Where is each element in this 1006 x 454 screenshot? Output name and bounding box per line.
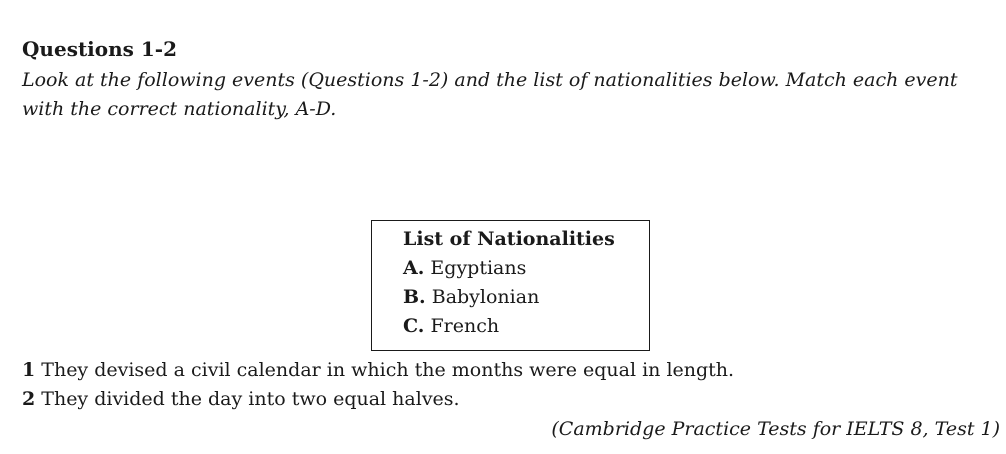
nationality-name: French xyxy=(430,315,500,337)
nationality-item-c xyxy=(403,312,649,341)
nationalities-list-box xyxy=(371,220,650,351)
nationalities-list-title: List of Nationalities xyxy=(403,228,615,250)
question-text: They devised a civil calendar in which the months were equal in length. xyxy=(41,359,735,381)
nationality-name: Egyptians xyxy=(430,257,527,279)
source-citation: (Cambridge Practice Tests for IELTS 8, Test 1) xyxy=(551,418,1000,440)
nationality-name: Babylonian xyxy=(431,286,540,308)
instructions-text: Look at the following events (Questions 1-2) and the list of nationalities below. Match each event with the correct nationality, A-D. xyxy=(22,69,958,120)
questions-heading: Questions 1-2 xyxy=(22,37,178,61)
questions-list xyxy=(22,356,734,414)
question-2 xyxy=(22,385,734,414)
nationality-letter: C. xyxy=(403,315,425,337)
nationality-item-a xyxy=(403,254,649,283)
question-number: 1 xyxy=(22,359,36,381)
question-text: They divided the day into two equal halves. xyxy=(41,388,460,410)
nationality-letter: A. xyxy=(403,257,425,279)
question-1 xyxy=(22,356,734,385)
nationality-letter: B. xyxy=(403,286,426,308)
nationality-item-b xyxy=(403,283,649,312)
question-number: 2 xyxy=(22,388,36,410)
